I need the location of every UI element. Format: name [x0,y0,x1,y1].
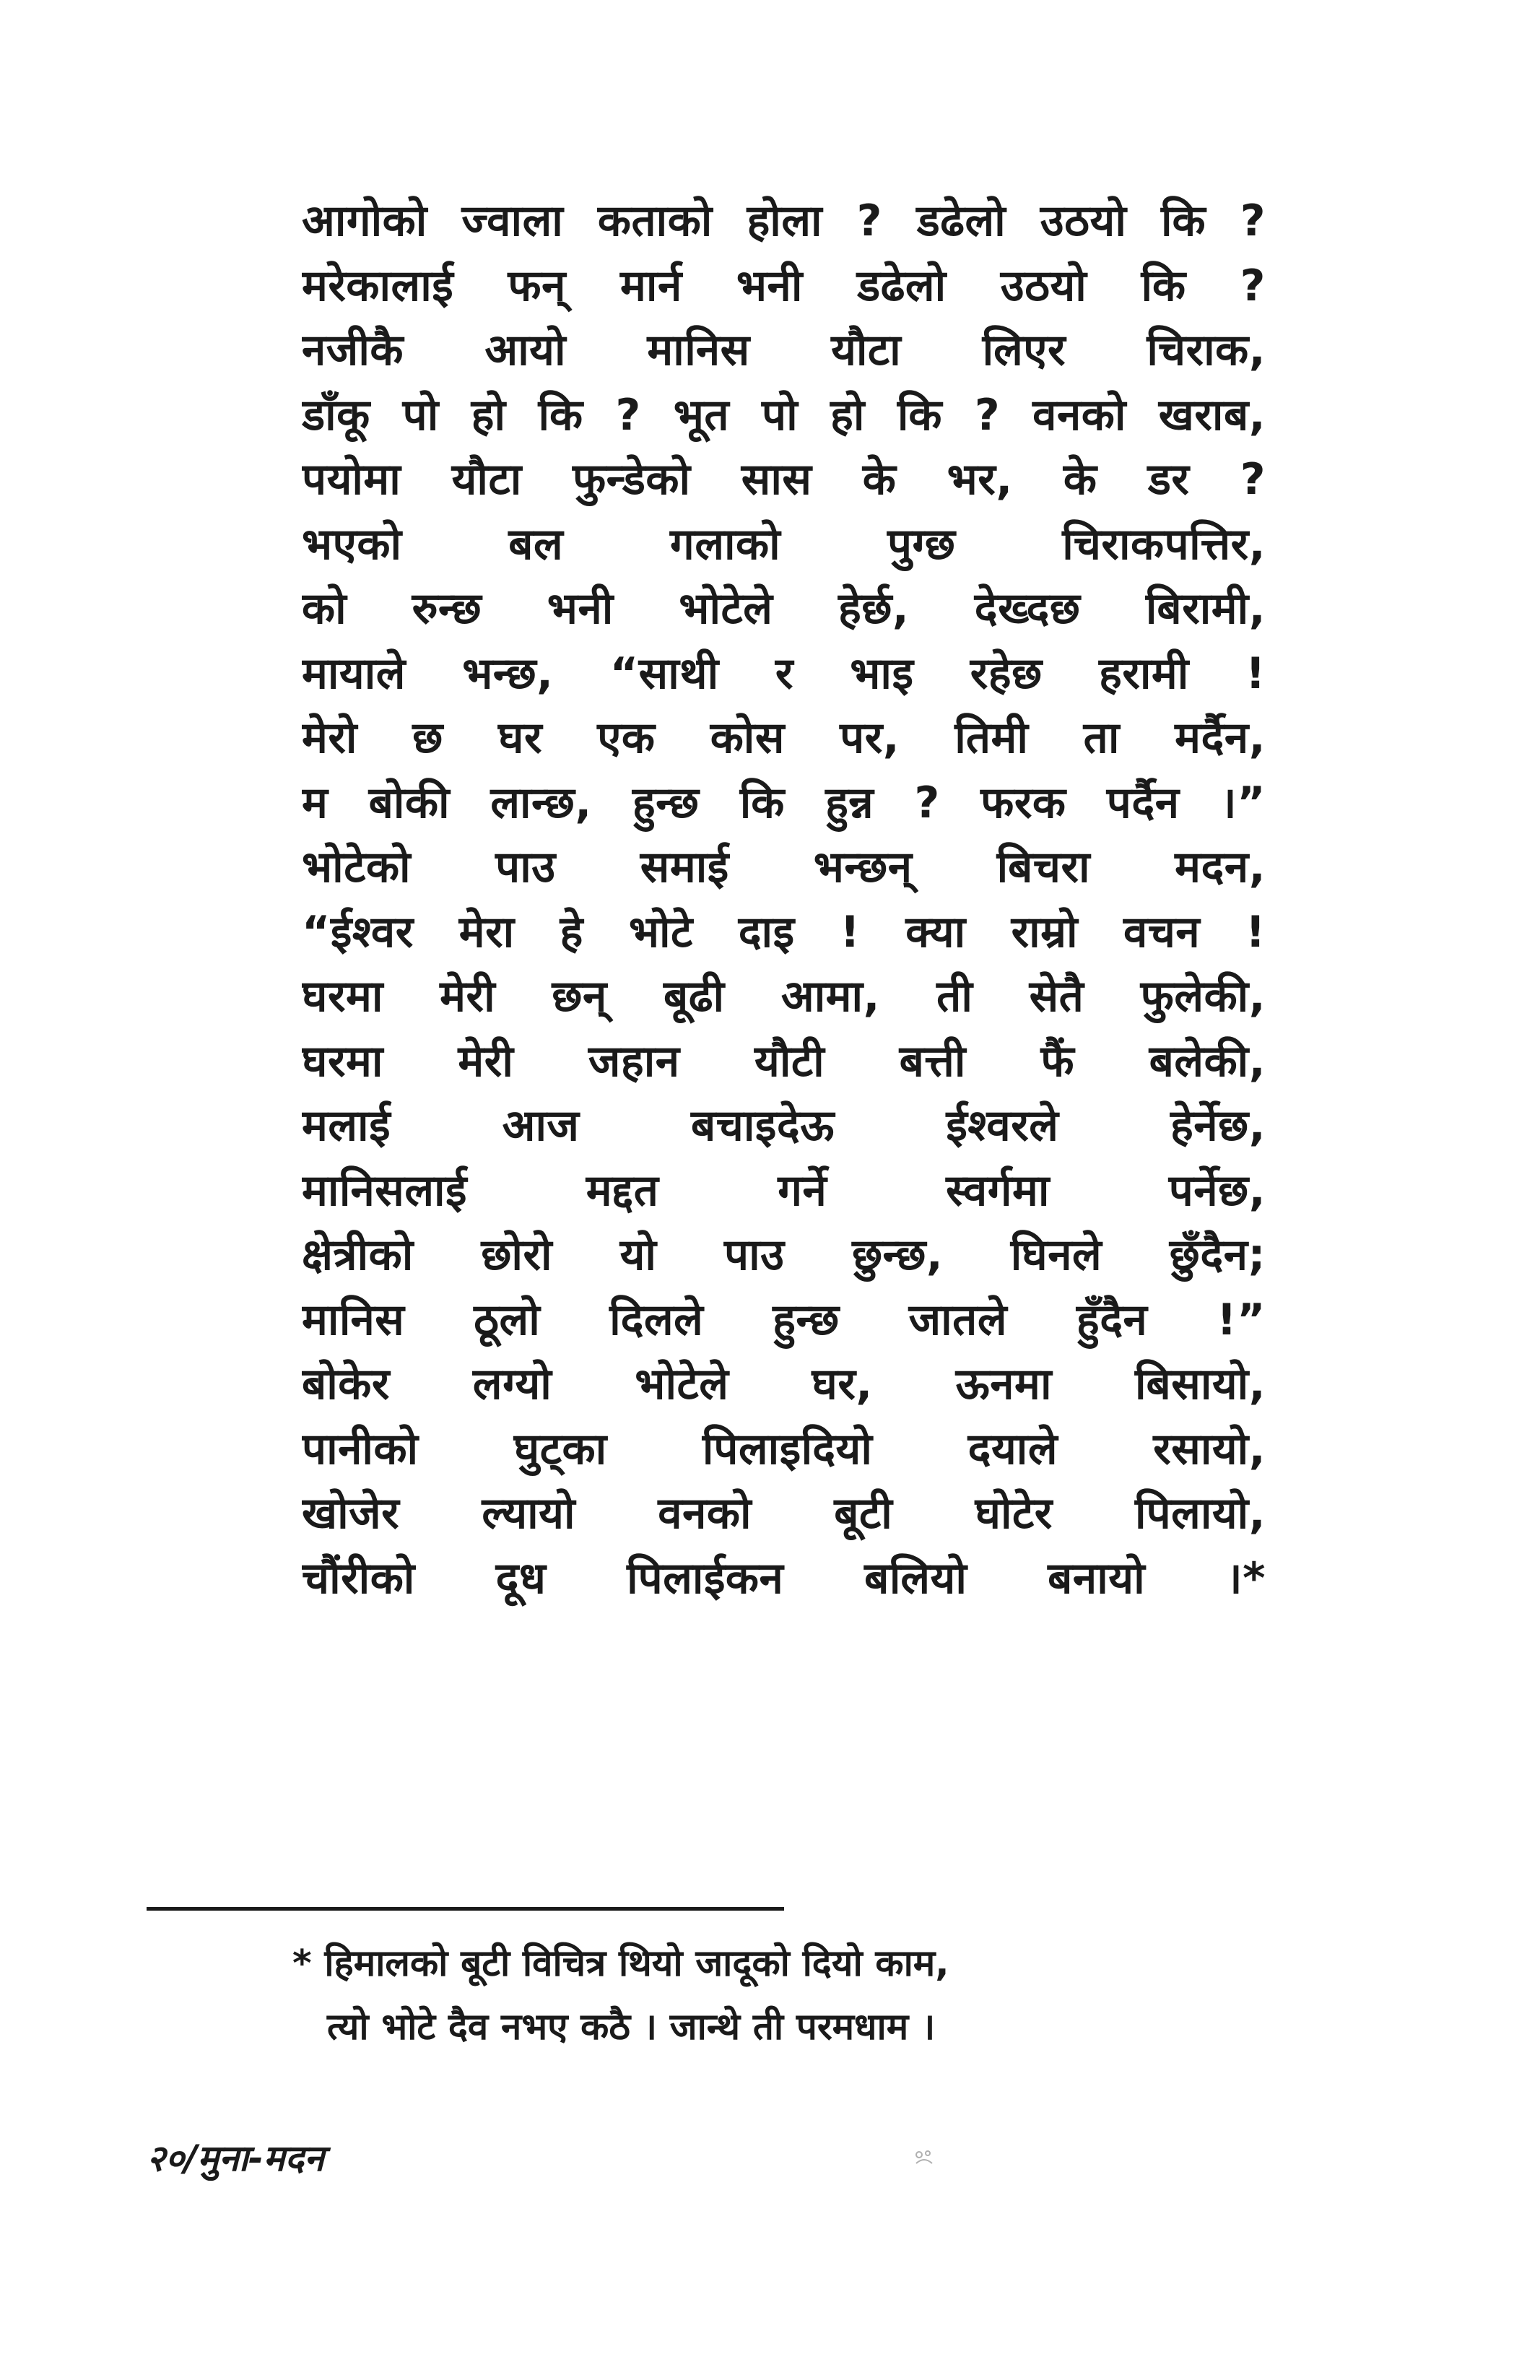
poem-line: नजीकै आयो मानिस यौटा लिएर चिराक, [302,325,1266,375]
poem-line: मानिस ठूलो दिलले हुन्छ जातले हुँदैन !” [302,1294,1266,1345]
page-number-folio: २०/मुना-मदन [147,2137,324,2179]
poem-line: भोटेको पाउ समाई भन्छन् बिचरा मदन, [302,842,1266,892]
poem-line: बोकेर लग्यो भोटेले घर, ऊनमा बिसायो, [302,1359,1266,1410]
poem-line: चौंरीको दूध पिलाईकन बलियो बनायो ।* [302,1552,1266,1604]
footnote-line: त्यो भोटे दैव नभए कठै । जान्थे ती परमधाम । [327,2006,936,2049]
footnote [292,1932,1180,2059]
publisher-imprint [913,2149,935,2168]
poem-line: म बोकी लान्छ, हुन्छ कि हुन्न ? फरक पर्दैन ।” [302,777,1266,828]
poem-line: आगोको ज्वाला कताको होला ? डढेलो उठयो कि ? [302,196,1266,246]
poem-line: घरमा मेरी जहान यौटी बत्ती फैं बलेकी, [302,1035,1266,1087]
poem-line: घरमा मेरी छन् बूढी आमा, ती सेतै फुलेकी, [302,971,1266,1022]
publisher-logo-icon [913,2149,935,2168]
poem-line: मायाले भन्छ, “साथी र भाइ रहेछ हरामी ! [302,648,1266,699]
poem-line: “ईश्वर मेरा हे भोटे दाइ ! क्या राम्रो वचन ! [302,906,1266,957]
poem-line: खोजेर ल्यायो वनको बूटी घोटेर पिलायो, [302,1488,1266,1539]
poem-line: को रुन्छ भनी भोटेले हेर्छ, देख्दछ बिरामी, [302,583,1266,634]
footnote-divider [147,1907,784,1911]
poem-body [302,189,1266,1611]
poem-line: पयोमा यौटा फुन्डेको सास के भर, के डर ? [302,454,1266,505]
footnote-line: * हिमालको बूटी विचित्र थियो जादूको दियो काम, [292,1942,949,1985]
poem-line: भएको बल गलाको पुग्छ चिराकपत्तिर, [302,518,1266,570]
poem-line: मरेकालाई फन् मार्न भनी डढेलो उठयो कि ? [302,260,1266,311]
poem-line: क्षेत्रीको छोरो यो पाउ छुन्छ, घिनले छुँदैन; [302,1230,1266,1280]
poem-line: डाँकू पो हो कि ? भूत पो हो कि ? वनको खराब, [302,389,1266,440]
poem-line: पानीको घुट्का पिलाइदियो दयाले रसायो, [302,1423,1266,1475]
poem-line: मलाई आज बचाइदेऊ ईश्वरले हेर्नेछ, [302,1100,1266,1151]
poem-line: मेरो छ घर एक कोस पर, तिमी ता मर्दैन, [302,713,1266,763]
poem-line: मानिसलाई मद्दत गर्ने स्वर्गमा पर्नेछ, [302,1165,1266,1216]
